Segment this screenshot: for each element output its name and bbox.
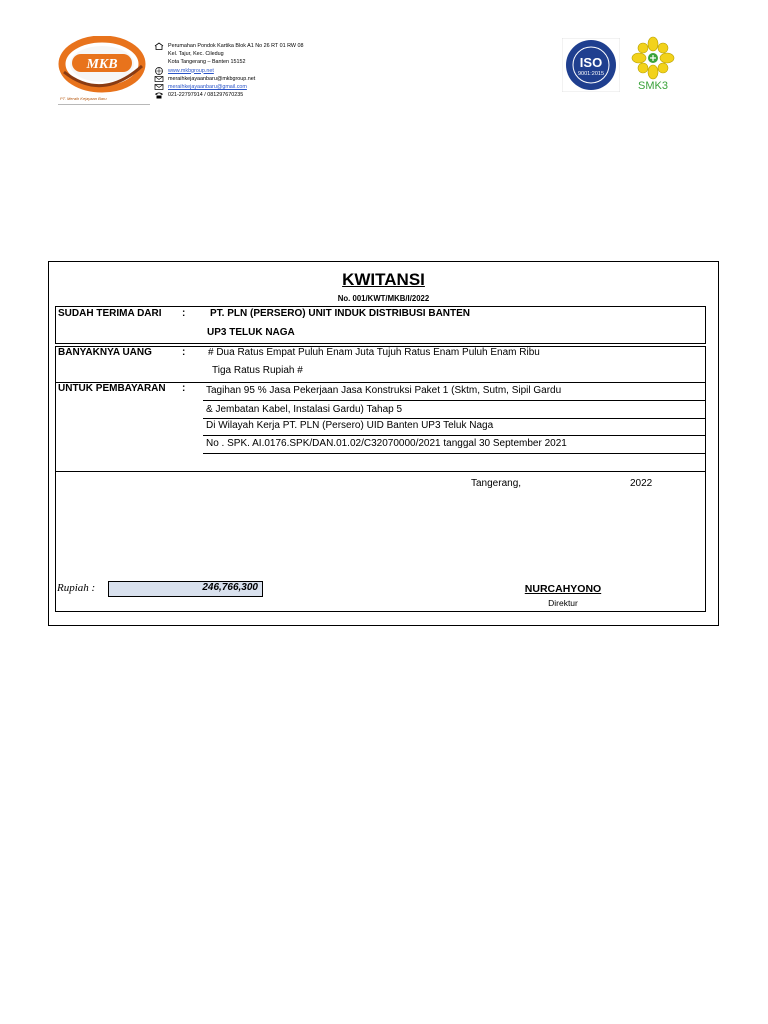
address-row-3 <box>154 58 303 66</box>
amount-value: 246,766,300 <box>202 582 258 593</box>
payment-line-3: Di Wilayah Kerja PT. PLN (Persero) UID Banten UP3 Teluk Naga <box>206 420 494 431</box>
receipt-title: KWITANSI <box>342 270 425 289</box>
colon: : <box>182 308 186 319</box>
place: Tangerang, <box>471 478 522 489</box>
divider <box>203 453 706 454</box>
website-link[interactable]: www.mkbgroup.net <box>168 67 214 74</box>
logo-text: MKB <box>86 57 118 72</box>
receipt-number: No. 001/KWT/MKB/I/2022 <box>337 294 430 303</box>
smk3-logo <box>622 36 684 92</box>
company-contact <box>154 42 303 99</box>
payment-line-4: No . SPK. AI.0176.SPK/DAN.01.02/C32070000/2021 tanggal 30 September 2021 <box>206 438 567 449</box>
year: 2022 <box>630 478 653 489</box>
home-icon <box>154 42 164 50</box>
email-1: meraihkejayaanbaru@mkbgroup.net <box>168 75 256 82</box>
phone-icon <box>154 91 164 99</box>
address-row-2 <box>154 50 303 58</box>
received-from-line-2: UP3 TELUK NAGA <box>207 327 295 338</box>
payment-line-2: & Jembatan Kabel, Instalasi Gardu) Tahap 5 <box>206 404 403 415</box>
email-row-2 <box>154 83 303 91</box>
signer-name: NURCAHYONO <box>524 583 602 595</box>
website-row <box>154 67 303 75</box>
address-row <box>154 42 303 50</box>
iso-number: 9001:2015 <box>578 71 604 77</box>
address-line-2: Kel. Tajur, Kec. Ciledug <box>168 51 224 58</box>
rupiah-label: Rupiah : <box>57 582 96 594</box>
divider <box>203 418 706 419</box>
address-line-1: Perumahan Pondok Kartika Blok A1 No 26 RT 01 RW 08 <box>168 43 304 49</box>
colon: : <box>182 347 186 358</box>
mail-icon <box>154 83 164 91</box>
amount-words-line-2: Tiga Ratus Rupiah # <box>212 365 303 376</box>
payment-for-label: UNTUK PEMBAYARAN <box>58 383 166 394</box>
smk3-text: SMK3 <box>638 80 668 92</box>
mail-icon <box>154 75 164 83</box>
logo-divider <box>58 104 150 105</box>
amount-words-label: BANYAKNYA UANG <box>58 347 152 358</box>
globe-icon <box>154 67 164 75</box>
email-row-1 <box>154 75 303 83</box>
divider <box>203 435 706 436</box>
address-line-3: Kota Tangerang – Banten 15152 <box>168 59 246 66</box>
iso-text: ISO <box>579 55 603 70</box>
received-from-line-1: PT. PLN (PERSERO) UNIT INDUK DISTRIBUSI BANTEN <box>210 308 471 319</box>
iso-certification-logo <box>562 38 620 92</box>
divider <box>203 400 706 401</box>
signer-role: Direktur <box>548 598 578 608</box>
payment-line-1: Tagihan 95 % Jasa Pekerjaan Jasa Konstruksi Paket 1 (Sktm, Sutm, Sipil Gardu <box>206 385 562 396</box>
phone-row <box>154 91 303 99</box>
amount-words-line-1: # Dua Ratus Empat Puluh Enam Juta Tujuh Ratus Enam Puluh Enam Ribu <box>208 347 540 358</box>
colon: : <box>182 383 186 394</box>
email-2-link[interactable]: meraihkejayaanbaru@gmail.com <box>168 83 247 90</box>
phone-number: 021-22797914 / 081297670235 <box>168 92 244 99</box>
divider <box>55 471 706 472</box>
received-from-label: SUDAH TERIMA DARI <box>58 308 162 319</box>
logo-tagline: PT. Meraih Kejayaan Baru <box>60 96 107 101</box>
